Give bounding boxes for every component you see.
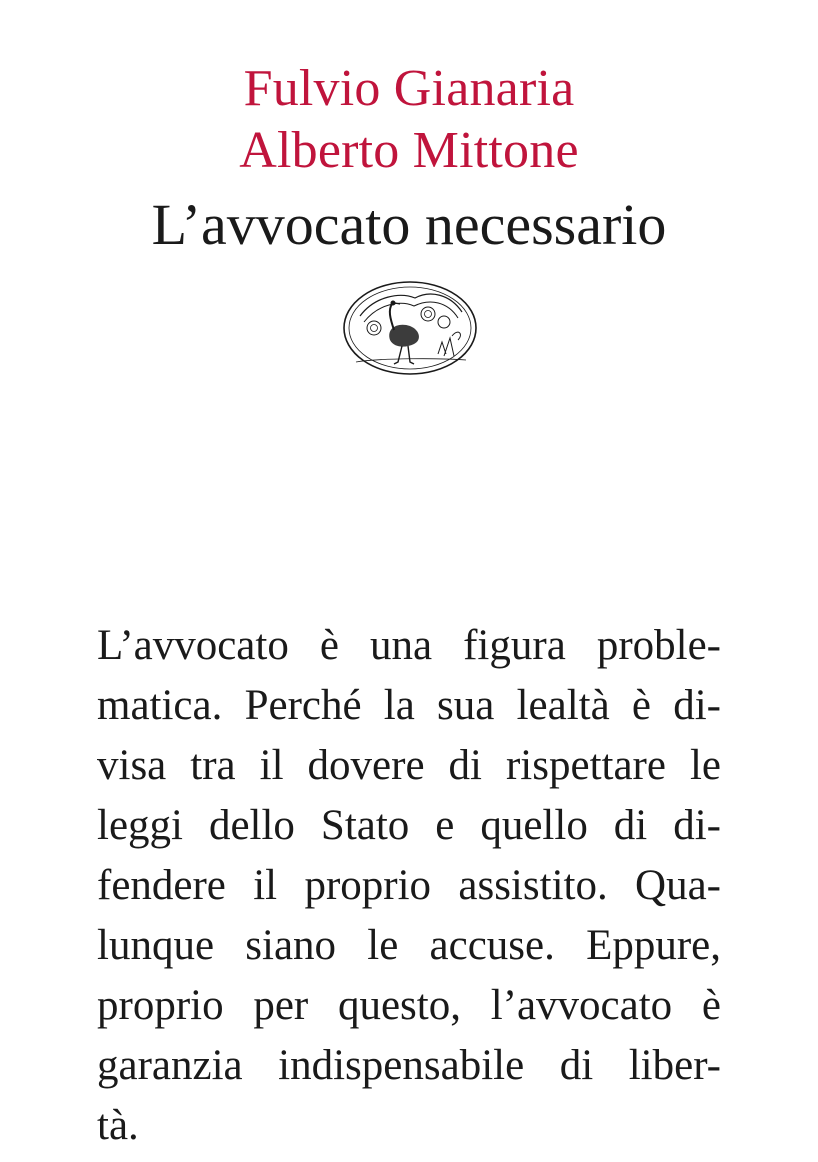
author-name: Alberto Mittone (239, 122, 579, 179)
author-name: Fulvio Gianaria (243, 60, 575, 117)
blurb-line: proprio per questo, l’avvocato è (97, 982, 721, 1029)
blurb-line: fendere il proprio assistito. Qua- (97, 862, 721, 909)
book-title: L’avvocato necessario (151, 192, 667, 257)
blurb-line: visa tra il dovere di rispettare le (97, 742, 721, 789)
blurb-line: lunque siano le accuse. Eppure, (97, 922, 721, 969)
blurb-line: tà. (97, 1102, 139, 1149)
blurb-text (97, 616, 737, 1156)
authors-block (0, 58, 818, 182)
blurb-line: garanzia indispensabile di liber- (97, 1042, 721, 1089)
blurb-line: leggi dello Stato e quello di di- (97, 802, 721, 849)
blurb-line: matica. Perché la sua lealtà è di- (97, 682, 721, 729)
ostrich-emblem-icon (340, 278, 480, 378)
blurb-line: L’avvocato è una figura proble- (97, 622, 721, 669)
